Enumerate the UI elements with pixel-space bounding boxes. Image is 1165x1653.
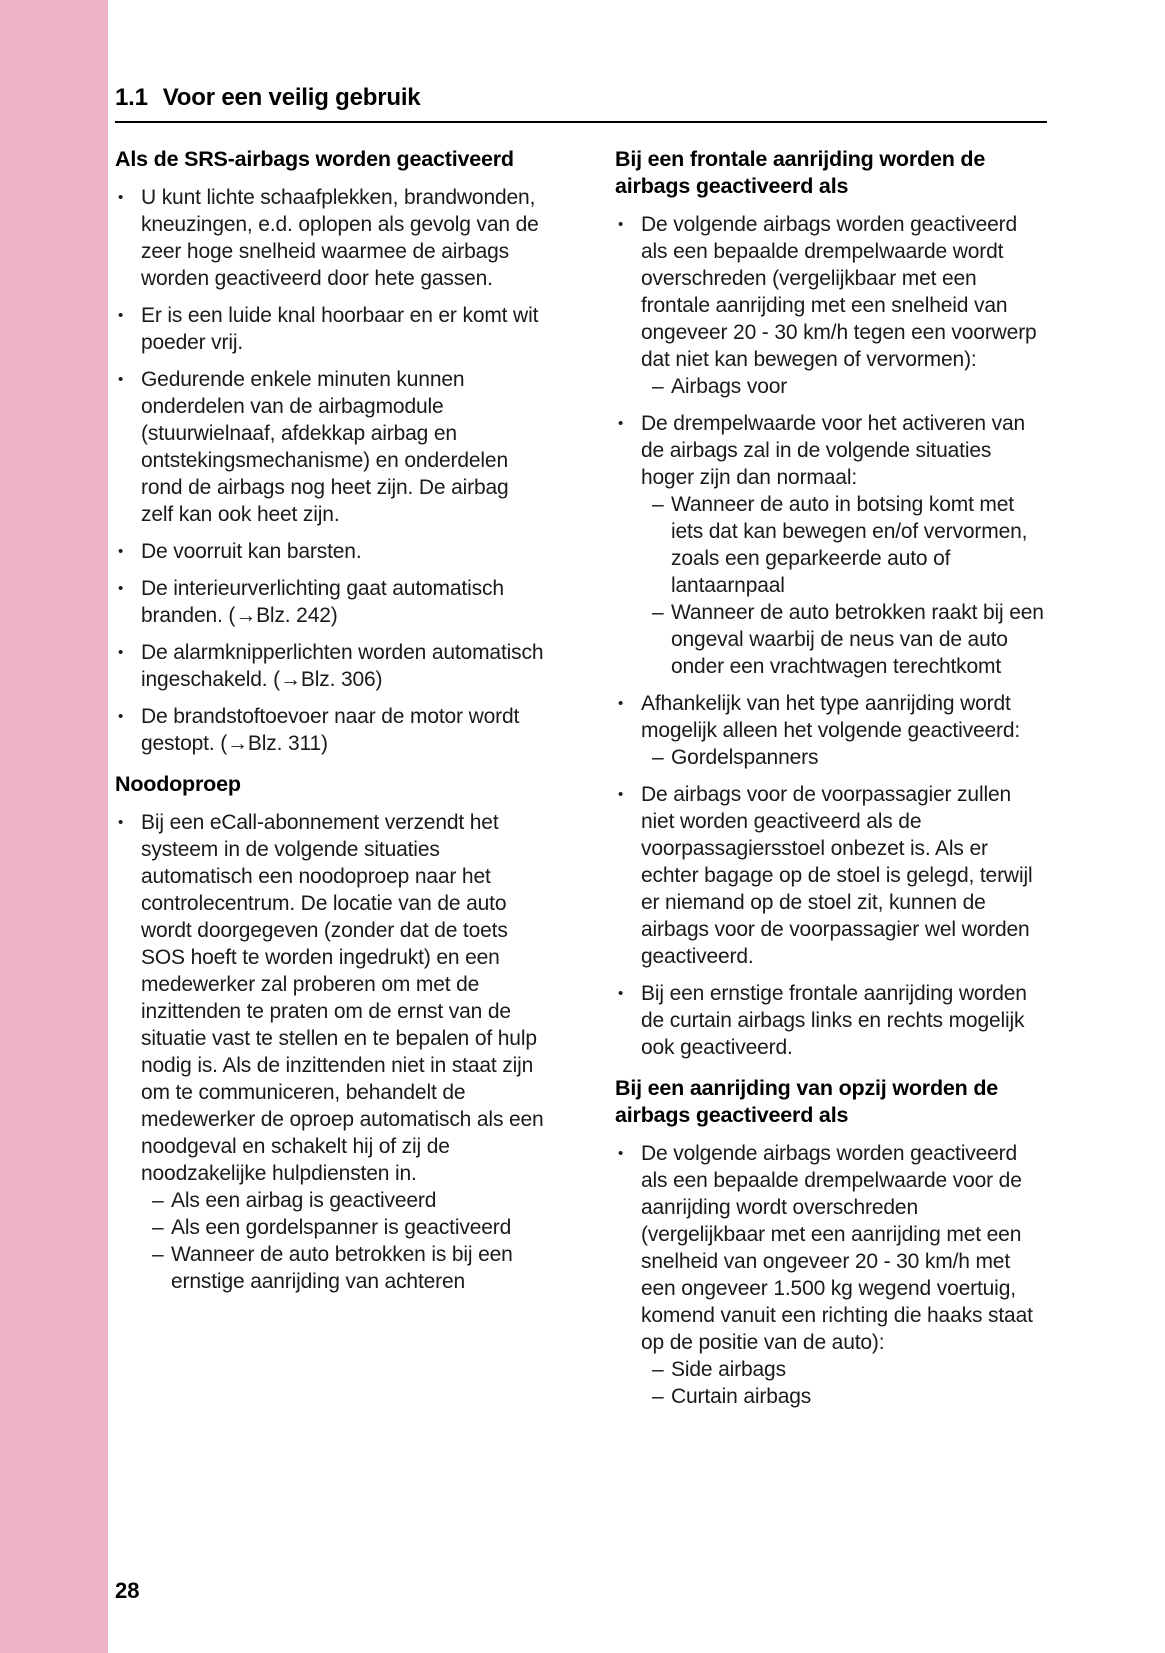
dash-icon: –	[652, 493, 664, 516]
list-item	[115, 809, 551, 1295]
sidebar-accent-bar	[0, 0, 108, 1653]
list-item	[615, 1140, 1051, 1410]
list-item-text: De interieurverlichting gaat automatisch branden. (→Blz. 242)	[141, 577, 504, 627]
sub-list-item-text: Wanneer de auto betrokken raakt bij een ongeval waarbij de neus van de auto onder een vrachtwagen terechtkomt	[671, 601, 1044, 678]
dash-icon: –	[652, 746, 664, 769]
sub-list-item	[652, 1383, 1051, 1410]
list-item	[615, 980, 1051, 1061]
list-item-text: Bij een eCall-abonnement verzendt het systeem in de volgende situaties automatisch een noodoproep naar het controlecentrum. De locatie van de auto wordt doorgegeven (zonder dat de toets SOS hoeft te worden ingedrukt) en een medewerker zal proberen om met de inzittenden te praten om de ernst van de situatie vast te stellen en te bepalen of hulp nodig is. Als de inzittenden niet in staat zijn om te communiceren, behandelt de medewerker de oproep automatisch als een noodgeval en schakelt hij of zij de noodzakelijke hulpdiensten in.	[141, 811, 544, 1185]
sub-list-item	[152, 1241, 551, 1295]
column-right	[615, 146, 1051, 1420]
bullet-icon: •	[118, 189, 124, 206]
dash-icon: –	[152, 1216, 164, 1239]
list-item	[115, 575, 551, 629]
bullet-icon: •	[118, 307, 124, 324]
bullet-icon: •	[618, 415, 624, 432]
section-title: Voor een veilig gebruik	[162, 84, 421, 111]
list-item-text: De volgende airbags worden geactiveerd als een bepaalde drempelwaarde voor de aanrijding wordt overschreden (vergelijkbaar met een aanrijding met een snelheid van ongeveer 20 - 30 km/h met een ongeveer 1.500 kg wegend voertuig, komend vanuit een richting die haaks staat op de positie van de auto):	[641, 1142, 1033, 1354]
list-item-text: Gedurende enkele minuten kunnen onderdelen van de airbagmodule (stuurwielnaaf, afdekkap airbag en ontstekingsmechanisme) en onderdelen rond de airbags nog heet zijn. De airbag zelf kan ook heet zijn.	[141, 368, 509, 526]
page-number: 28	[115, 1578, 140, 1603]
bullet-icon: •	[118, 814, 124, 831]
subsection-heading: Noodoproep	[115, 772, 241, 796]
list-item	[615, 211, 1051, 400]
sub-list-item-text: Curtain airbags	[671, 1385, 812, 1408]
sub-list-item	[652, 744, 1051, 771]
list-item-text: Bij een ernstige frontale aanrijding worden de curtain airbags links en rechts mogelijk ook geactiveerd.	[641, 982, 1027, 1059]
bullet-icon: •	[618, 1145, 624, 1162]
bullet-icon: •	[118, 371, 124, 388]
list-item-text: De airbags voor de voorpassagier zullen niet worden geactiveerd als de voorpassagiersstoel onbezet is. Als er echter bagage op de stoel is gelegd, terwijl er niemand op de stoel zit, kunnen de airbags voor de voorpassagier wel worden geactiveerd.	[641, 783, 1033, 968]
list-item-text: De drempelwaarde voor het activeren van de airbags zal in de volgende situaties hoger zijn dan normaal:	[641, 412, 1026, 489]
list-item	[615, 410, 1051, 680]
list-item	[115, 302, 551, 356]
bullet-icon: •	[118, 580, 124, 597]
dash-icon: –	[652, 375, 664, 398]
list-item-text: De volgende airbags worden geactiveerd als een bepaalde drempelwaarde wordt overschreden (vergelijkbaar met een frontale aanrijding met een snelheid van ongeveer 20 - 30 km/h tegen een voorwerp dat niet kan bewegen of vervormen):	[641, 213, 1037, 371]
list-item	[115, 639, 551, 693]
bullet-icon: •	[618, 786, 624, 803]
sub-list-item-text: Als een gordelspanner is geactiveerd	[171, 1216, 512, 1239]
header-rule	[115, 121, 1047, 123]
sub-list-item	[652, 373, 1051, 400]
list-item	[115, 538, 551, 565]
list-item	[115, 366, 551, 528]
bullet-icon: •	[118, 644, 124, 661]
sub-list-item	[652, 1356, 1051, 1383]
sub-list-item-text: Als een airbag is geactiveerd	[171, 1189, 437, 1212]
list-item	[615, 690, 1051, 771]
subsection-heading: Als de SRS-airbags worden geactiveerd	[115, 147, 514, 171]
sub-list-item	[152, 1187, 551, 1214]
subsection-heading: Bij een aanrijding van opzij worden de airbags geactiveerd als	[615, 1076, 999, 1127]
section-header	[115, 84, 1047, 123]
dash-icon: –	[152, 1243, 164, 1266]
list-item-text: Afhankelijk van het type aanrijding wordt mogelijk alleen het volgende geactiveerd:	[641, 692, 1021, 742]
dash-icon: –	[652, 601, 664, 624]
sub-list-item	[152, 1214, 551, 1241]
list-item	[615, 781, 1051, 970]
page-title	[115, 84, 1047, 112]
sub-list-item-text: Wanneer de auto betrokken is bij een ernstige aanrijding van achteren	[171, 1243, 513, 1293]
sub-list-item-text: Wanneer de auto in botsing komt met iets dat kan bewegen en/of vervormen, zoals een geparkeerde auto of lantaarnpaal	[671, 493, 1028, 597]
list-item	[115, 184, 551, 292]
bullet-icon: •	[618, 985, 624, 1002]
list-item-text: De brandstoftoevoer naar de motor wordt gestopt. (→Blz. 311)	[141, 705, 520, 755]
dash-icon: –	[652, 1358, 664, 1381]
bullet-icon: •	[618, 695, 624, 712]
sub-list-item	[652, 599, 1051, 680]
dash-icon: –	[652, 1385, 664, 1408]
dash-icon: –	[152, 1189, 164, 1212]
bullet-icon: •	[118, 708, 124, 725]
list-item	[115, 703, 551, 757]
list-item-text: U kunt lichte schaafplekken, brandwonden, kneuzingen, e.d. oplopen als gevolg van de zeer hoge snelheid waarmee de airbags worden geactiveerd door hete gassen.	[141, 186, 539, 290]
sub-list-item-text: Side airbags	[671, 1358, 786, 1381]
column-left	[115, 146, 551, 1305]
list-item-text: De voorruit kan barsten.	[141, 540, 362, 563]
list-item-text: Er is een luide knal hoorbaar en er komt wit poeder vrij.	[141, 304, 539, 354]
section-number: 1.1	[115, 84, 148, 111]
sub-list-item-text: Airbags voor	[671, 375, 788, 398]
list-item-text: De alarmknipperlichten worden automatisch ingeschakeld. (→Blz. 306)	[141, 641, 544, 691]
sub-list-item-text: Gordelspanners	[671, 746, 819, 769]
bullet-icon: •	[118, 543, 124, 560]
sub-list-item	[652, 491, 1051, 599]
bullet-icon: •	[618, 216, 624, 233]
subsection-heading: Bij een frontale aanrijding worden de airbags geactiveerd als	[615, 147, 986, 198]
